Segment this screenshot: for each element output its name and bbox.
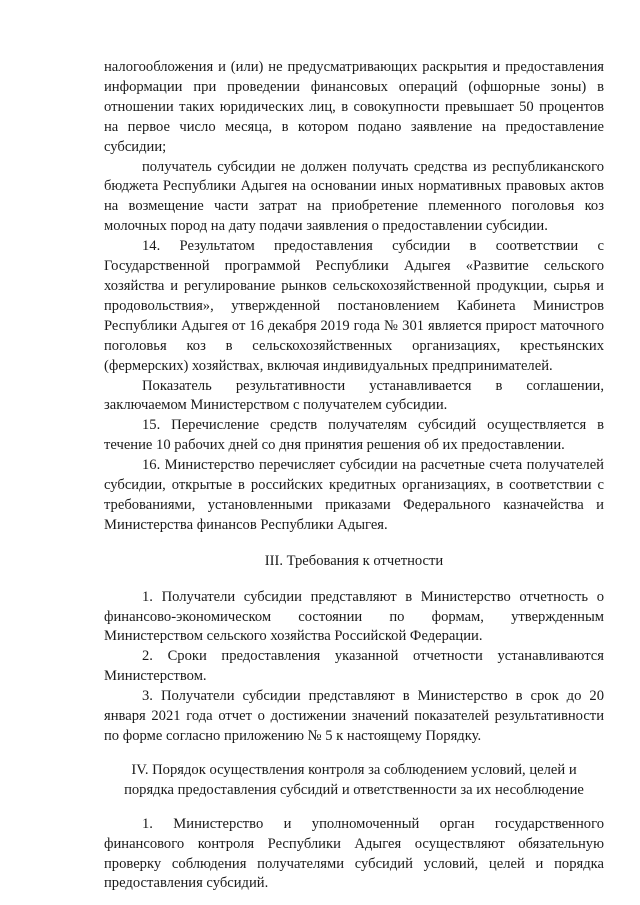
paragraph-15-transfer: 15. Перечисление средств получателям субсидий осуществляется в течение 10 рабочих дней со дня принятия решения об их предоставлении.: [104, 417, 604, 454]
section-3-paragraph-3: 3. Получатели субсидии представляют в Министерство в срок до 20 января 2021 года отчет о достижении значений показателей результативности по форме согласно приложению № 5 к настоящему Порядку.: [104, 688, 604, 744]
paragraph-offshore-condition: налогообложения и (или) не предусматривающих раскрытия и предоставления информации при проведении финансовых операций (офшорные зоны) в отношении таких юридических лиц, в совокупности превышает 50 процентов на первое число месяца, в котором подано заявление на предоставление субсидии;: [104, 59, 604, 155]
section-4-paragraph-1: 1. Министерство и уполномоченный орган государственного финансового контроля Республики Адыгея осуществляют обязательную проверку соблюдения получателями субсидий условий, целей и порядка предоставления субсидий.: [104, 815, 604, 892]
section-3-paragraph-2: 2. Сроки предоставления указанной отчетности устанавливаются Министерством.: [104, 648, 604, 685]
section-3-paragraph-1: 1. Получатели субсидии представляют в Министерство отчетность о финансово-экономическом состоянии по формам, утвержденным Министерством сельского хозяйства Российской Федерации.: [104, 588, 604, 645]
paragraph-14-result: 14. Результатом предоставления субсидии в соответствии с Государственной программой Республики Адыгея «Развитие сельского хозяйства и регулирование рынков сельскохозяйственной продукции, сырья и продовольствия», утвержденной постановлением Кабинета Министров Республики Адыгея от 16 декабря 2019 года № 301 является прирост маточного поголовья коз в сельскохозяйственных организациях, крестьянских (фермерских) хозяйствах, включая индивидуальных предпринимателей.: [104, 238, 604, 374]
paragraph-performance-indicator: Показатель результативности устанавливается в соглашении, заключаемом Министерством с получателем субсидии.: [104, 377, 604, 414]
section-3-heading: III. Требования к отчетности: [264, 552, 444, 569]
section-4-heading-line-1: IV. Порядок осуществления контроля за соблюдением условий, целей и: [131, 761, 577, 778]
section-4-heading-line-2: порядка предоставления субсидий и ответственности за их несоблюдение: [124, 781, 584, 798]
document-page: [104, 58, 604, 894]
paragraph-no-other-funds: получатель субсидии не должен получать средства из республиканского бюджета Республики Адыгея на основании иных нормативных правовых актов на возмещение части затрат на приобретение племенного поголовья коз молочных пород на дату подачи заявления о предоставлении субсидии.: [104, 158, 604, 235]
paragraph-16-accounts: 16. Министерство перечисляет субсидии на расчетные счета получателей субсидии, открытые в российских кредитных организациях, в соответствии с требованиями, установленными приказами Федерального казначейства и Министерства финансов Республики Адыгея.: [104, 457, 604, 533]
